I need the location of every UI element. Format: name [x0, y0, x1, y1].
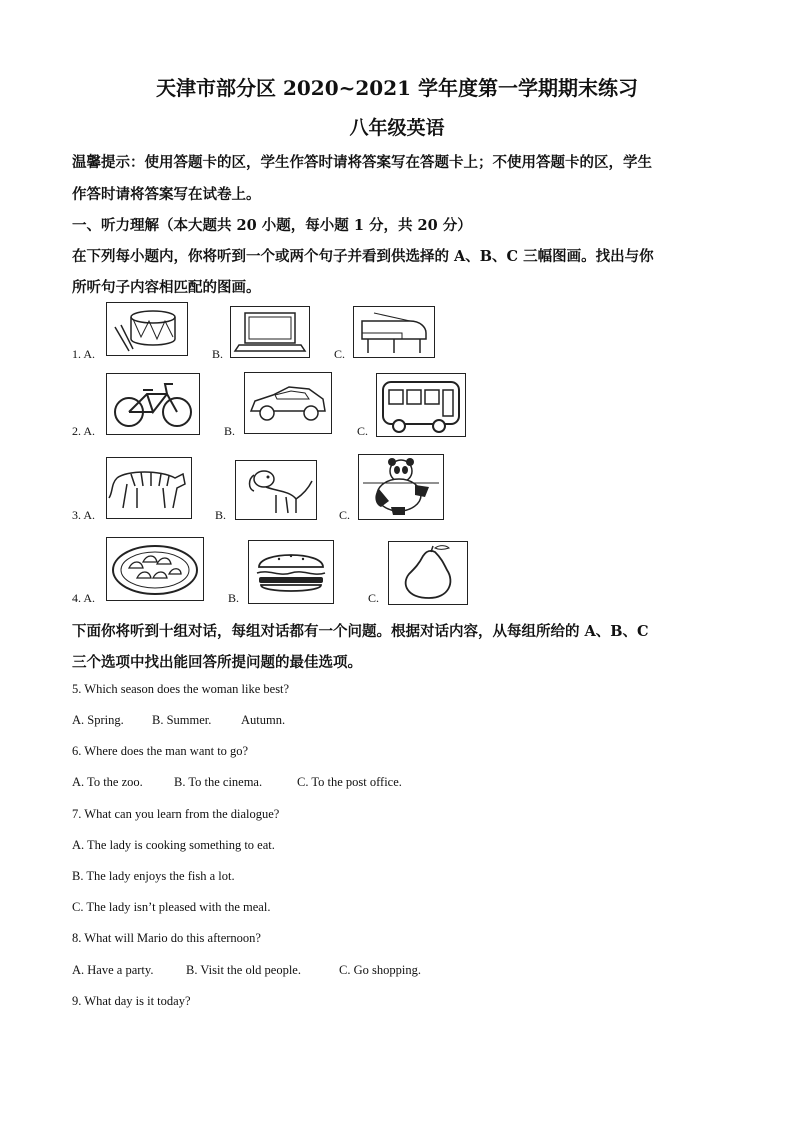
question-2-b-label: B. [224, 424, 236, 438]
question-4-b-label: B. [228, 591, 240, 605]
question-3-b-label: B. [215, 508, 227, 522]
question-2-label: 2. A. [72, 424, 96, 438]
bus-icon [376, 373, 466, 437]
hamburger-icon [248, 540, 334, 604]
question-6: 6. Where does the man want to go? [72, 744, 249, 758]
question-5-option-b: B. Summer. [152, 713, 212, 727]
bicycle-icon [106, 373, 200, 435]
pear-icon [388, 541, 468, 605]
dog-icon [235, 460, 317, 520]
question-7-option-a: A. The lady is cooking something to eat. [72, 838, 275, 852]
question-1-c-label: C. [334, 347, 346, 361]
page-title: 天津市部分区 2020~2021 学年度第一学期期末练习 [155, 76, 638, 100]
question-7-option-b: B. The lady enjoys the fish a lot. [72, 869, 235, 883]
question-2-c-label: C. [357, 424, 369, 438]
question-1-label: 1. A. [72, 347, 96, 361]
laptop-icon [230, 306, 310, 358]
piano-icon [353, 306, 435, 358]
question-6-option-a: A. To the zoo. [72, 775, 143, 789]
question-4-c-label: C. [368, 591, 380, 605]
notice-line-2: 作答时请将答案写在试卷上。 [72, 186, 261, 203]
question-6-option-c: C. To the post office. [297, 775, 402, 789]
question-5: 5. Which season does the woman like best? [72, 682, 290, 696]
section-instruction-2: 所听句子内容相匹配的图画。 [72, 279, 261, 296]
question-5-option-a: A. Spring. [72, 713, 124, 727]
question-7: 7. What can you learn from the dialogue? [72, 807, 280, 821]
question-6-option-b: B. To the cinema. [174, 775, 263, 789]
section-heading: 一、听力理解（本大题共 20 小题，每小题 1 分，共 20 分） [72, 217, 472, 234]
question-8-option-a: A. Have a party. [72, 963, 154, 977]
page-subtitle: 八年级英语 [349, 117, 445, 139]
question-1-b-label: B. [212, 347, 224, 361]
question-8-option-b: B. Visit the old people. [186, 963, 301, 977]
question-3-label: 3. A. [72, 508, 96, 522]
question-9: 9. What day is it today? [72, 994, 191, 1008]
panda-icon [358, 454, 444, 520]
dialogue-instruction-2: 三个选项中找出能回答所提问题的最佳选项。 [72, 654, 362, 671]
dumplings-plate-icon [106, 537, 204, 601]
question-7-option-c: C. The lady isn’t pleased with the meal. [72, 900, 271, 914]
question-3-c-label: C. [339, 508, 351, 522]
question-5-option-c: Autumn. [241, 713, 286, 727]
question-4-label: 4. A. [72, 591, 96, 605]
question-8-option-c: C. Go shopping. [339, 963, 421, 977]
tiger-icon [106, 457, 192, 519]
car-icon [244, 372, 332, 434]
dialogue-instruction-1: 下面你将听到十组对话，每组对话都有一个问题。根据对话内容，从每组所给的 A、B、C [72, 623, 649, 640]
notice-line-1: 温馨提示：使用答题卡的区，学生作答时请将答案写在答题卡上；不使用答题卡的区，学生 [72, 154, 652, 171]
drum-icon [106, 302, 188, 356]
question-8: 8. What will Mario do this afternoon? [72, 931, 261, 945]
section-instruction-1: 在下列每小题内，你将听到一个或两个句子并看到供选择的 A、B、C 三幅图画。找出与你 [72, 248, 654, 265]
